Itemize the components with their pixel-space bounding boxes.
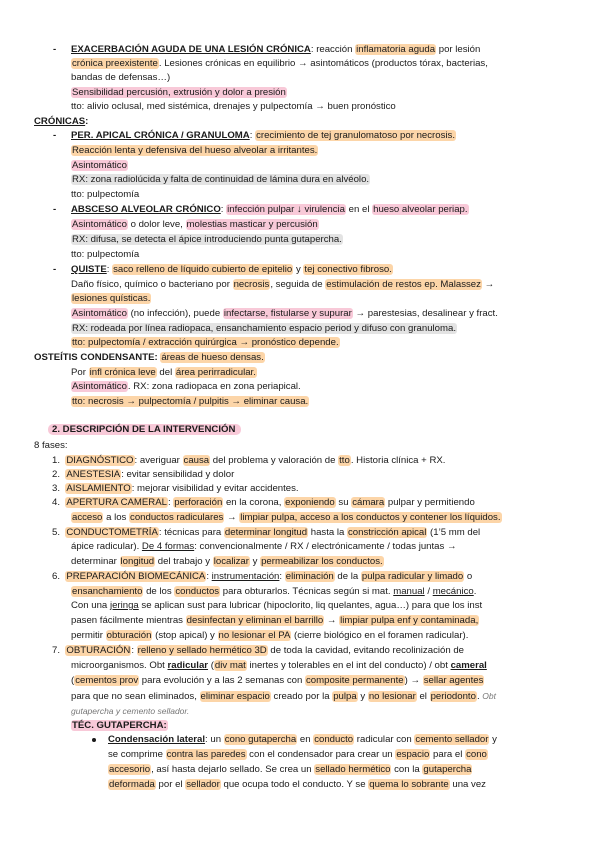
step-4: 4. APERTURA CAMERAL: perforación en la corona, exponiendo su cámara pulpar y permitiendo [52, 497, 475, 508]
periapical-rx: RX: zona radiolúcida y falta de continuidad de lámina dura en alvéolo. [72, 174, 370, 185]
absceso-line-2: Asintomático o dolor leve, molestias masticar y percusión [72, 219, 318, 230]
quiste-line-4: Asintomático (no infección), puede infectarse, fistularse y supurar → parestesias, desalinear y fract. [72, 308, 498, 319]
absceso-rx: RX: difusa, se detecta el ápice introduciendo punta gutapercha. [72, 234, 342, 245]
condensacion-line-1: Condensación lateral: un cono gutapercha en conducto radicular con cemento sellador y [108, 734, 497, 745]
condensacion-line-2: se comprime contra las paredes con el condensador para crear un espacio para el cono [108, 749, 487, 760]
osteitis-line-2: Por infl crónica leve del área perirradicular. [71, 367, 256, 378]
exacerbacion-tto: tto: alivio oclusal, med sistémica, drenajes y pulpectomía → buen pronóstico [71, 101, 396, 112]
cronicas-heading: CRÓNICAS: [34, 116, 89, 127]
periapical-tto: tto: pulpectomía [71, 189, 140, 200]
bullet-dot [92, 738, 96, 742]
absceso-tto: tto: pulpectomía [71, 249, 140, 260]
quiste-line-3: lesiones quísticas. [72, 293, 151, 304]
fases-label: 8 fases: [34, 440, 68, 451]
step-6-line-4: pasen fácilmente mientras desinfectan y eliminan el barrillo → limpiar pulpa enf y contaminada, [71, 615, 479, 626]
osteitis-line-1: OSTEÍTIS CONDENSANTE: áreas de hueso densas. [34, 352, 264, 363]
bullet-dash: - [53, 130, 57, 141]
step-5-line-3: determinar longitud del trabajo y localizar y permeabilizar los conductos. [71, 556, 383, 567]
step-1: 1. DIAGNÓSTICO: averiguar causa del problema y valoración de tto. Historia clínica + RX. [52, 455, 446, 466]
step-7: 7. OBTURACIÓN: relleno y sellado hermético 3D de toda la cavidad, evitando recolinización de [52, 645, 465, 656]
step-6-line-2: ensanchamiento de los conductos para obturarlos. Técnicas según si mat. manual / mecánico. [72, 586, 477, 597]
condensacion-line-3: accesorio, así hasta dejarlo sellado. Se crea un sellado hermético con la gutapercha [109, 764, 472, 775]
step-7-line-4: para que no sean eliminados, eliminar espacio creado por la pulpa y no lesionar el periodonto. Obt [71, 691, 496, 702]
step-6-line-5: permitir obturación (stop apical) y no lesionar el PA (cierre biológico en el foramen radicular). [71, 630, 469, 641]
tec-gutapercha-title: TÉC. GUTAPERCHA: [72, 720, 167, 731]
step-2: 2. ANESTESIA: evitar sensibilidad y dolor [52, 469, 235, 480]
exacerbacion-title: EXACERBACIÓN AGUDA DE UNA LESIÓN CRÓNICA [71, 44, 311, 55]
step-5-line-2: ápice radicular). De 4 formas: convencionalmente / RX / electrónicamente / todas juntas → [71, 541, 457, 552]
step-5: 5. CONDUCTOMETRÍA: técnicas para determinar longitud hasta la constricción apical (1’5 mm del [52, 527, 481, 538]
step-6: 6. PREPARACIÓN BIOMECÁNICA: instrumentación: eliminación de la pulpa radicular y limado o [52, 571, 473, 582]
exacerbacion-line-1: EXACERBACIÓN AGUDA DE UNA LESIÓN CRÓNICA: reacción inflamatoria aguda por lesión [71, 44, 481, 55]
periapical-line-2: Reacción lenta y defensiva del hueso alveolar a irritantes. [72, 145, 318, 156]
quiste-line-1: QUISTE: saco relleno de líquido cubierto de epitelio y tej conectivo fibroso. [71, 264, 392, 275]
step-7-line-5: gutapercha y cemento sellador. [71, 706, 190, 716]
periapical-symptom: Asintomático [72, 160, 127, 171]
exacerbacion-line-2: crónica preexistente. Lesiones crónicas en equilibrio → asintomáticos (productos tórax, bacterias, [72, 58, 488, 69]
section-2-title: 2. DESCRIPCIÓN DE LA INTERVENCIÓN [48, 424, 241, 436]
exacerbacion-line-3: bandas de defensas…) [71, 72, 171, 83]
osteitis-line-3: Asintomático. RX: zona radiopaca en zona periapical. [72, 381, 301, 392]
condensacion-line-4: deformada por el sellador que ocupa todo el conducto. Y se quema lo sobrante una vez [109, 779, 486, 790]
step-3: 3. AISLAMIENTO: mejorar visibilidad y evitar accidentes. [52, 483, 299, 494]
step-4-line-2: acceso a los conductos radiculares → limpiar pulpa, acceso a los conductos y contener los líquidos. [72, 512, 501, 523]
step-7-line-2: microorganismos. Obt radicular (div mat inertes y tolerables en el int del conducto) / obt cameral [71, 660, 487, 671]
absceso-line-1: ABSCESO ALVEOLAR CRÓNICO: infección pulpar ↓ virulencia en el hueso alveolar periap. [71, 204, 468, 215]
bullet-dash: - [53, 44, 57, 55]
quiste-tto: tto: pulpectomía / extracción quirúrgica → pronóstico depende. [72, 337, 339, 348]
exacerbacion-line-4: Sensibilidad percusión, extrusión y dolor a presión [72, 87, 286, 98]
periapical-line-1: PER. APICAL CRÓNICA / GRANULOMA: crecimiento de tej granulomatoso por necrosis. [71, 130, 455, 141]
bullet-dash: - [53, 204, 57, 215]
step-6-line-3: Con una jeringa se aplican sust para lubricar (hipoclorito, liq quelantes, agua…) para que los inst [71, 600, 483, 611]
quiste-rx: RX: rodeada por línea radiopaca, ensanchamiento espacio period y difuso con granuloma. [72, 323, 456, 334]
osteitis-tto: tto: necrosis → pulpectomía / pulpitis → eliminar causa. [72, 396, 309, 407]
step-7-line-3: (cementos prov para evolución y a las 2 semanas con composite permanente) → sellar agentes [71, 675, 484, 686]
bullet-dash: - [53, 264, 57, 275]
quiste-line-2: Daño físico, químico o bacteriano por necrosis, seguida de estimulación de restos ep. Malassez → [71, 279, 495, 290]
